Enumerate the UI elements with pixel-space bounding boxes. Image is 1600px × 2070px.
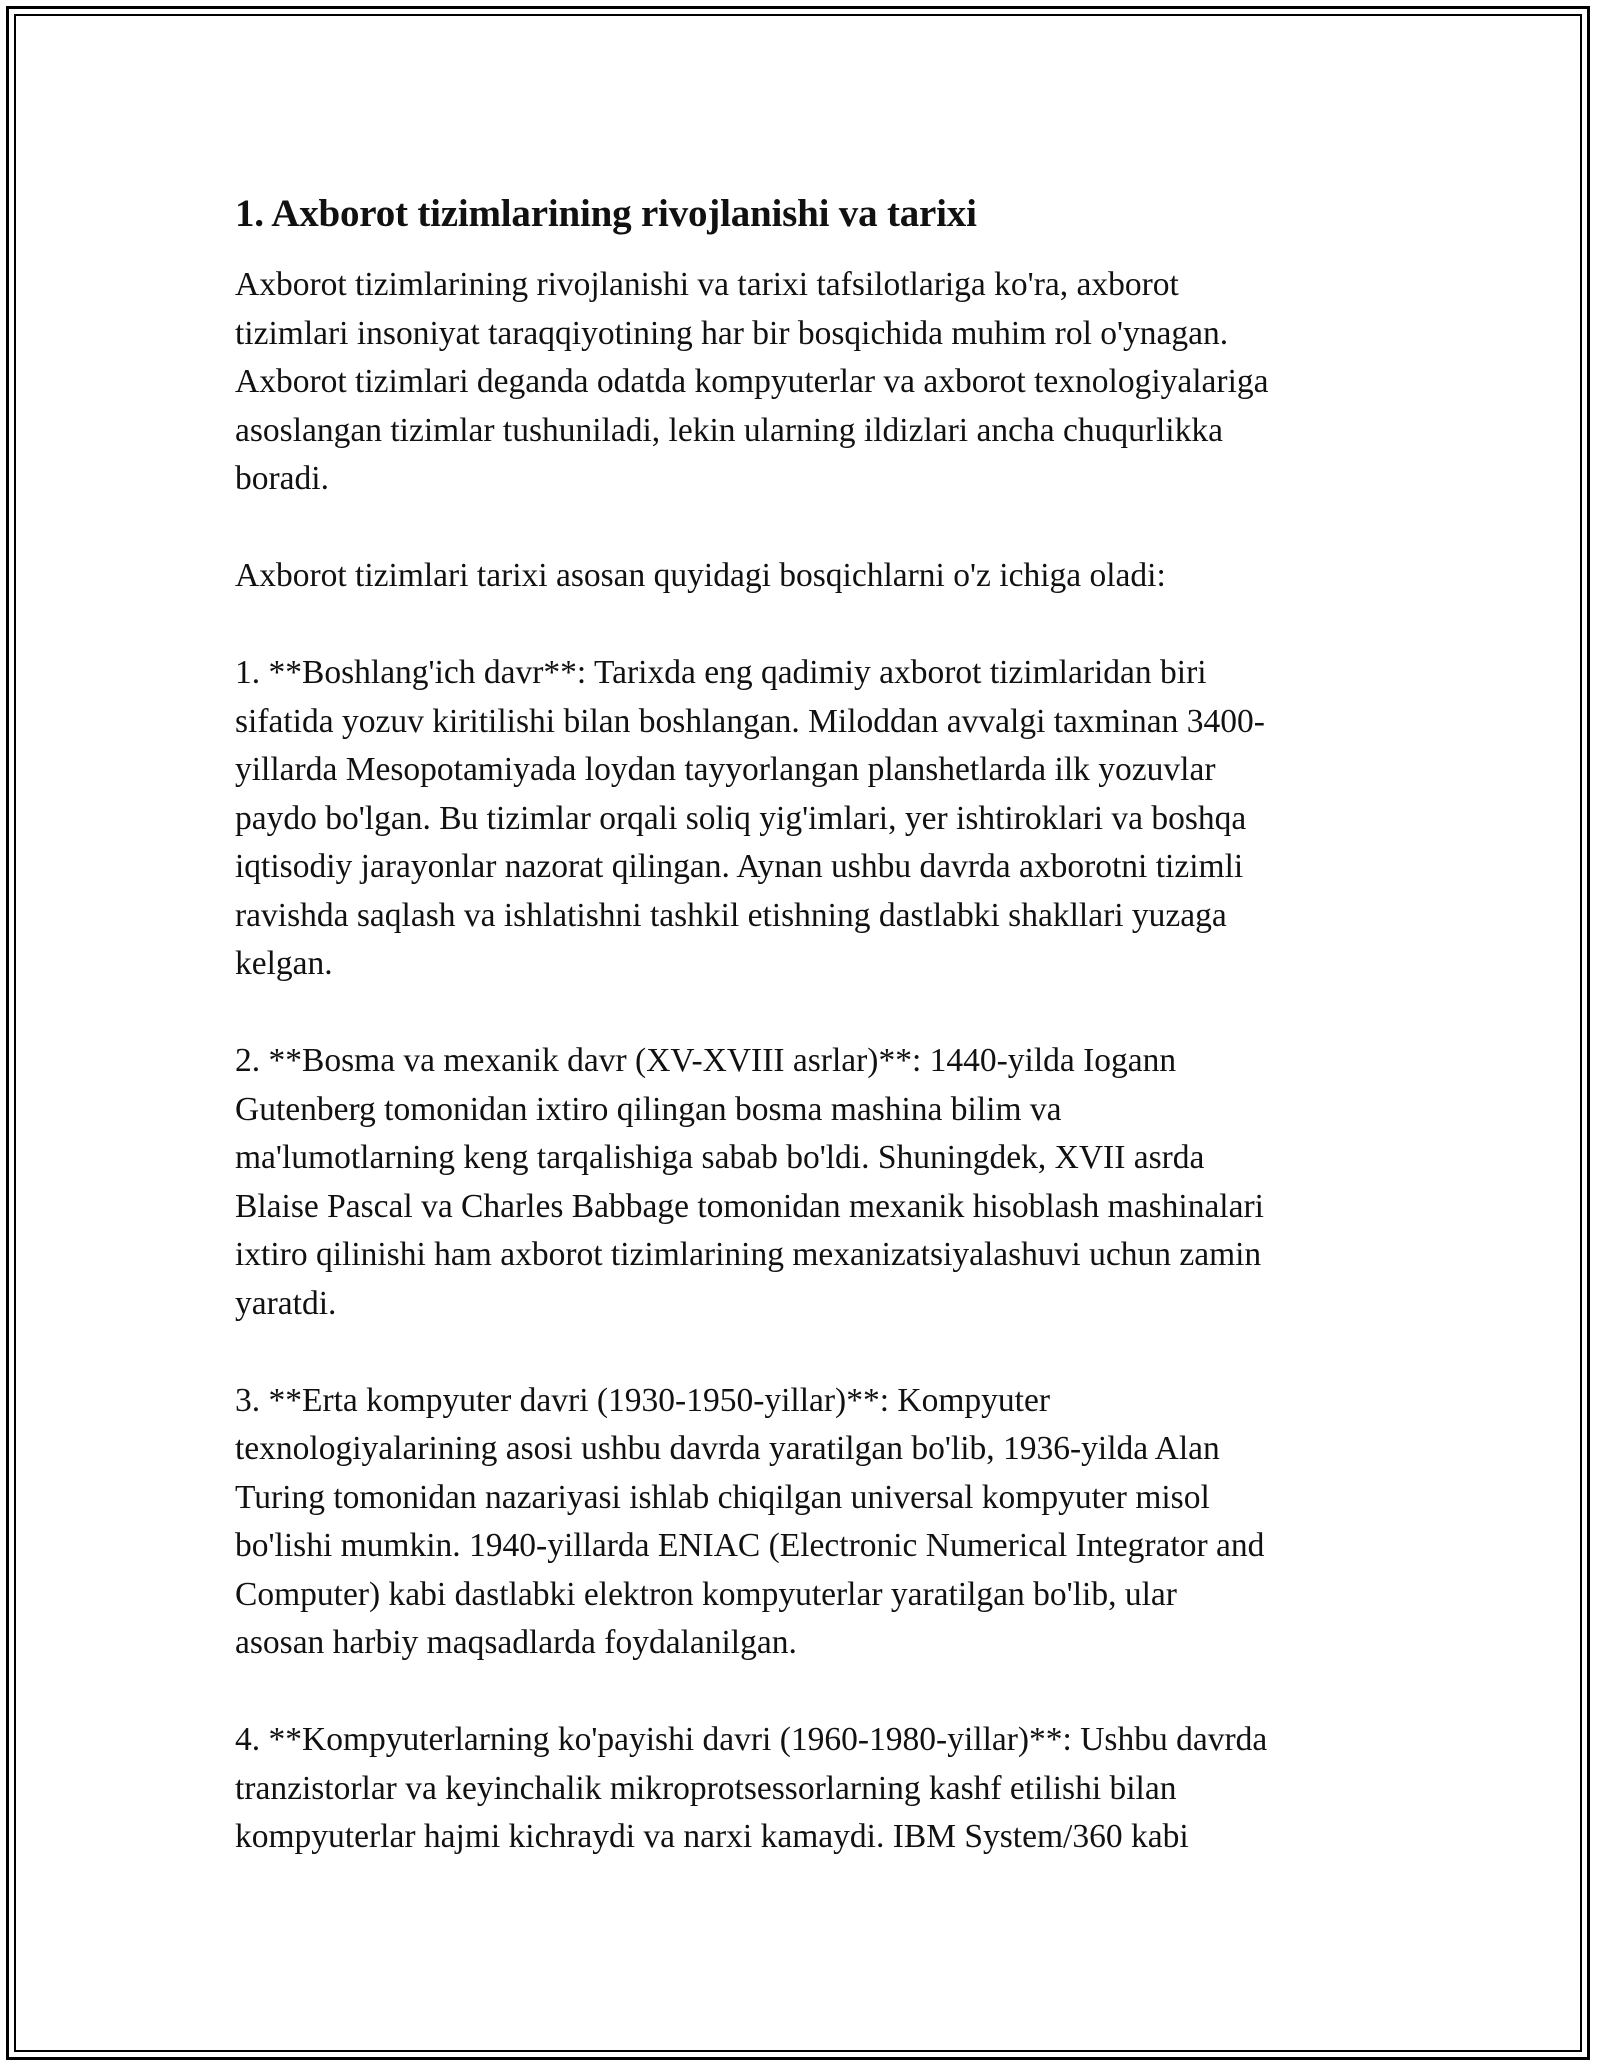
section-heading: 1. Axborot tizimlarining rivojlanishi va tarixi bbox=[235, 192, 977, 235]
stage-4-paragraph: 4. **Kompyuterlarning ko'payishi davri (1960-1980-yillar)**: Ushbu davrda tranzistorlar va keyinchalik mikroprotsessorlarning kashf etilishi bilan kompyuterlar hajmi kichraydi va narxi kamaydi. IBM System/360 kabi bbox=[235, 1721, 1268, 1855]
stage-1-paragraph: 1. **Boshlang'ich davr**: Tarixda eng qadimiy axborot tizimlaridan biri sifatida yozuv kiritilishi bilan boshlangan. Miloddan avvalgi taxminan 3400- yillarda Mesopotamiyada loydan tayyorlangan planshetlarda ilk yozuvlar paydo bo'lgan. Bu tizimlar orqali soliq yig'imlari, yer ishtiroklari va boshqa iqtisodiy jarayonlar nazorat qilingan. Aynan ushbu davrda axborotni tizimli ravishda saqlash va ishlatishni tashkil etishning dastlabki shakllari yuzaga kelgan. bbox=[235, 654, 1265, 982]
stage-3-paragraph: 3. **Erta kompyuter davri (1930-1950-yillar)**: Kompyuter texnologiyalarining asosi ushbu davrda yaratilgan bo'lib, 1936-yilda Alan Turing tomonidan nazariyasi ishlab chiqilgan universal kompyuter misol bo'lishi mumkin. 1940-yillarda ENIAC (Electronic Numerical Integrator and Computer) kabi dastlabki elektron kompyuterlar yaratilgan bo'lib, ular asosan harbiy maqsadlarda foydalanilgan. bbox=[235, 1381, 1265, 1661]
intro-paragraph: Axborot tizimlarining rivojlanishi va tarixi tafsilotlariga ko'ra, axborot tizimlari insoniyat taraqqiyotining har bir bosqichida muhim rol o'ynagan. Axborot tizimlari deganda odatda kompyuterlar va axborot texnologiyalariga asoslangan tizimlar tushuniladi, lekin ularning ildizlari ancha chuqurlikka boradi. bbox=[235, 266, 1269, 497]
stage-2-paragraph: 2. **Bosma va mexanik davr (XV-XVIII asrlar)**: 1440-yilda Iogann Gutenberg tomonidan ixtiro qilingan bosma mashina bilim va ma'lumotlarning keng tarqalishiga sabab bo'ldi. Shuningdek, XVII asrda Blaise Pascal va Charles Babbage tomonidan mexanik hisoblash mashinalari ixtiro qilinishi ham axborot tizimlarining mexanizatsiyalashuvi uchun zamin yaratdi. bbox=[235, 1042, 1264, 1322]
stages-lead-paragraph: Axborot tizimlari tarixi asosan quyidagi bosqichlarni o'z ichiga oladi: bbox=[235, 557, 1166, 594]
document-body bbox=[235, 190, 1375, 1862]
